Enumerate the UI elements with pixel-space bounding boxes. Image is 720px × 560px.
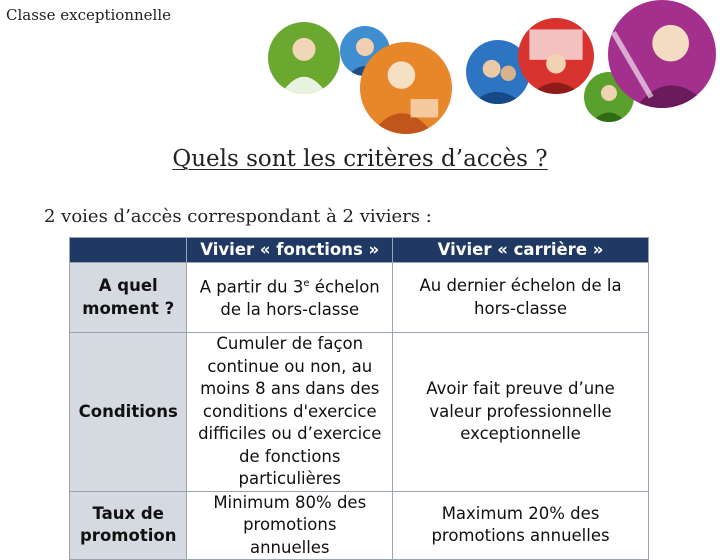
criteria-table — [69, 237, 649, 560]
row-label: Taux de promotion — [70, 491, 187, 560]
photo-circle-green — [268, 22, 340, 94]
table-row — [70, 491, 649, 560]
header-vivier-fonctions: Vivier « fonctions » — [187, 238, 393, 263]
cell-carriere: Au dernier échelon de la hors-classe — [393, 263, 649, 333]
header-empty — [70, 238, 187, 263]
photo-banner — [262, 0, 720, 136]
table-header-row — [70, 238, 649, 263]
photo-circle-magenta — [608, 0, 716, 108]
photo-circle-red — [518, 18, 594, 94]
cell-fonctions: Minimum 80% des promotions annuelles — [187, 491, 393, 560]
row-label: A quel moment ? — [70, 263, 187, 333]
table-row — [70, 333, 649, 492]
cell-carriere: Maximum 20% des promotions annuelles — [393, 491, 649, 560]
table-row — [70, 263, 649, 333]
header-vivier-carriere: Vivier « carrière » — [393, 238, 649, 263]
page-title: Quels sont les critères d’accès ? — [172, 146, 548, 172]
row-label: Conditions — [70, 333, 187, 492]
cell-carriere: Avoir fait preuve d’une valeur professionnelle exceptionnelle — [393, 333, 649, 492]
photo-circle-orange — [360, 42, 452, 134]
intro-text: 2 voies d’accès correspondant à 2 viviers : — [44, 206, 432, 227]
corner-title: Classe exceptionnelle — [6, 6, 171, 24]
cell-fonctions: A partir du 3e échelon de la hors-classe — [187, 263, 393, 333]
cell-fonctions: Cumuler de façon continue ou non, au moins 8 ans dans des conditions d'exercice difficiles ou d’exercice de fonctions particulières — [187, 333, 393, 492]
